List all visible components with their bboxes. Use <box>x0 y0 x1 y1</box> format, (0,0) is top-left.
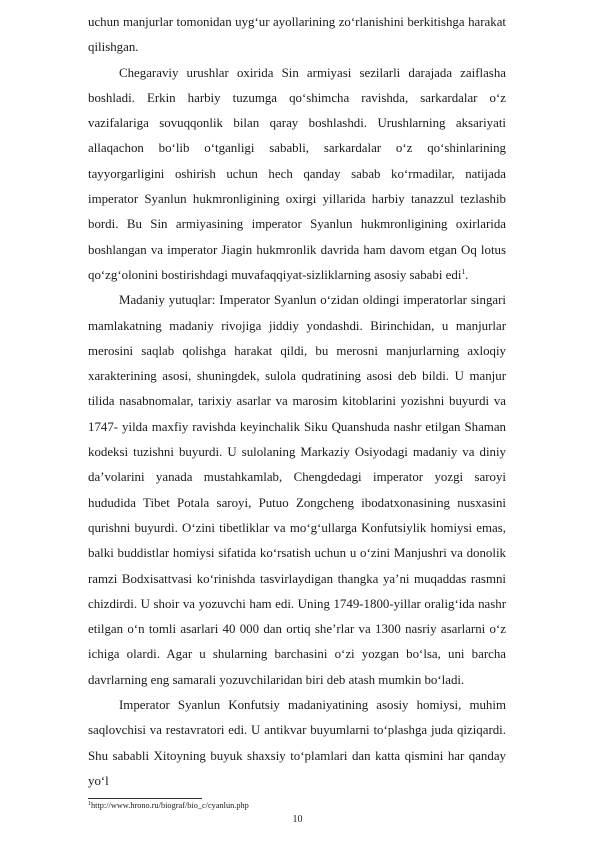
footnote-link[interactable]: http://www.hrono.ru/biograf/bio_c/cyanlun.php <box>91 801 249 810</box>
paragraph-text: uchun manjurlar tomonidan uyg‘ur ayollarining zo‘rlanishini berkitishga harakat qilishgan. <box>88 15 506 55</box>
footnote-number: 1 <box>88 801 91 807</box>
paragraph-text: Madaniy yutuqlar: Imperator Syanlun o‘zidan oldingi imperatorlar singari mamlakatning madaniy rivojiga jiddiy yondashdi. Birinchidan, u manjurlar merosini saqlab qolishga harakat qildi, bu merosni manjurlarning axloqiy xarakterining asosi, shuningdek, sulola qudratining asosi deb bildi. U manjur tilida nasabnomalar, tarixiy asarlar va marosim kitoblarini yozishni buyurdi va 1747- yilda maxfiy ravishda keyinchalik Siku Quanshuda nashr etilgan Shaman kodeksi tuzishni buyurdi. U sulolaning Markaziy Osiyodagi madaniy va diniy da’volarini yanada mustahkamlab, Chengdedagi imperator yozgi saroyi hududida Tibet Potala saroyi, Putuo Zongcheng ibodatxonasining nusxasini qurishni buyurdi. O‘zini tibetliklar va mo‘g‘ullarga Konfutsiylik homiysi emas, balki buddistlar homiysi sifatida ko‘rsatish uchun u o‘zini Manjushri va donolik ramzi Bodxisattvasi ko‘rinishda tasvirlaydigan thangka ya’ni muqaddas rasmni chizdirdi. U shoir va yozuvchi ham edi. Uning 1749-1800-yillar oralig‘ida nashr etilgan o‘n tomli asarlari 40 000 dan ortiq she’rlar va 1300 nasriy asarlarni o‘z ichiga olardi. Agar u shularning barchasini o‘zi yozgan bo‘lsa, uni barcha davrlarning eng samarali yozuvchilaridan biri deb atash mumkin bo‘ladi. <box>88 293 506 687</box>
paragraph <box>88 693 506 794</box>
footnote-separator <box>88 798 202 799</box>
footnote <box>88 801 249 810</box>
document-body <box>88 10 506 794</box>
footnote-reference[interactable]: 1 <box>461 266 466 276</box>
paragraph <box>88 61 506 289</box>
paragraph <box>88 288 506 693</box>
paragraph <box>88 10 506 61</box>
paragraph-text-tail: . <box>465 267 469 282</box>
paragraph-text: Imperator Syanlun Konfutsiy madaniyatining asosiy homiysi, muhim saqlovchisi va restavratori edi. U antikvar buyumlarni to‘plashga juda qiziqardi. Shu sababli Xitoyning buyuk shaxsiy to‘plamlari dan katta qismini har qanday yo‘l <box>88 698 506 788</box>
page-number: 10 <box>292 814 303 825</box>
paragraph-text: Chegaraviy urushlar oxirida Sin armiyasi sezilarli darajada zaiflasha boshladi. Erkin harbiy tuzumga qo‘shimcha ravishda, sarkardalar o‘z vazifalariga sovuqqonlik bilan qaray boshlashdi. Urushlarning aksariyati allaqachon bo‘lib o‘tganligi sababli, sarkardalar o‘z qo‘shinlarining tayyorgarligini oshirish uchun hech qanday sabab ko‘rmadilar, natijada imperator Syanlun hukmronligining oxirgi yillarida harbiy tanazzul tezlashib bordi. Bu Sin armiyasining imperator Syanlun hukmronligining oxirlarida boshlangan va imperator Jiagin hukmronlik davrida ham davom etgan Oq lotus qo‘zg‘olonini bostirishdagi muvafaqqiyat-sizliklarning asosiy sababi edi <box>88 65 506 282</box>
